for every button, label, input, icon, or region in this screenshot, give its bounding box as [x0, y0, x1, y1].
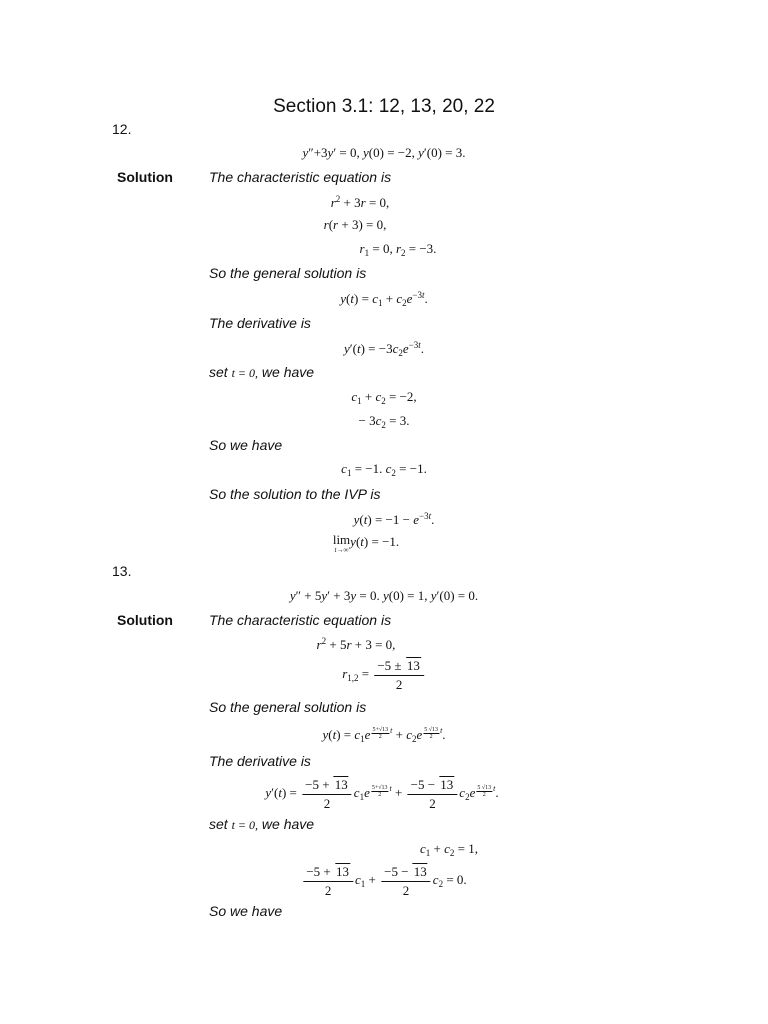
- set-word: set: [209, 816, 228, 832]
- problem-12-eq-limit: lim t→∞ y(t) = −1.: [332, 532, 400, 554]
- problem-13-gen-sol-text: So the general solution is: [209, 699, 367, 715]
- problem-13-eq-system-1: $c_1 + c_2 = 1$,: [420, 841, 478, 858]
- problem-13-derivative-text: The derivative is: [209, 753, 311, 769]
- we-have-word: we have: [261, 364, 315, 380]
- problem-12-so-we-have-text: So we have: [209, 437, 283, 453]
- problem-12-eq-char-2: r(r + 3) = 0,: [323, 217, 387, 232]
- problem-13-eq-system-2: $\frac{-5 + 13}{2}$ $c_1$ + $\frac{-5 - 13}{2}$ $c_2 = 0$.: [301, 863, 466, 899]
- problem-12-set-line: [209, 364, 314, 381]
- problem-12-eq-derivative: $y'(t) = -3c_2e^{-3t}$.: [344, 340, 424, 358]
- problem-12-eq-system-2: − $3c_2 = 3$.: [358, 413, 410, 430]
- problem-13-char-eq-text: The characteristic equation is: [209, 612, 392, 628]
- problem-12-derivative-text: The derivative is: [209, 315, 311, 331]
- problem-12-statement: y″+3y′ = 0, y(0) = −2, y′(0) = 3.: [302, 145, 466, 160]
- problem-13-eq-gen-sol: $y(t) = c_1e$ $\frac{5+√13}{2}$ $^t + c_2e$ $\frac{5 √13}{2}$ $^t$.: [322, 726, 446, 744]
- set-condition: t = 0,: [231, 366, 259, 380]
- problem-13-number: 13.: [112, 563, 132, 579]
- set-word: set: [209, 364, 228, 380]
- problem-12-solution-label: Solution: [117, 169, 173, 185]
- problem-12-eq-roots: $r_1 = 0$, $r_2 = -3$.: [359, 241, 437, 258]
- we-have-word: we have: [261, 816, 315, 832]
- problem-12-gen-sol-text: So the general solution is: [209, 265, 367, 281]
- problem-13-eq-char: $r^2 + 5r + 3 = 0$,: [316, 636, 396, 652]
- problem-12-char-eq-text: The characteristic equation is: [209, 169, 392, 185]
- problem-13-statement: y″ + 5y′ + 3y = 0. y(0) = 1, y′(0) = 0.: [289, 588, 479, 603]
- problem-12-eq-char-1: $r^2 + 3r = 0$,: [330, 194, 390, 210]
- problem-13-set-line: [209, 816, 314, 833]
- problem-12-eq-system-1: $c_1 + c_2 = -2$,: [351, 389, 417, 406]
- problem-12-eq-gen-sol: $y(t) = c_1 + c_2e^{-3t}$.: [340, 290, 428, 308]
- problem-13-solution-label: Solution: [117, 612, 173, 628]
- problem-13-so-we-have-text: So we have: [209, 903, 283, 919]
- problem-12-ivp-text: So the solution to the IVP is: [209, 486, 381, 502]
- problem-12-number: 12.: [112, 121, 132, 137]
- problem-12-eq-ivp: $y(t) = -1 - e^{-3t}$.: [353, 511, 435, 527]
- page-title: Section 3.1: 12, 13, 20, 22: [273, 96, 495, 117]
- problem-12-eq-constants: $c_1 = -1$. $c_2 = -1$.: [341, 461, 427, 478]
- problem-13-eq-derivative: y′(t) = $\frac{-5 + 13}{2}$ $c_1e$ $\frac{5+√13}{2}$ $^t$ + $\frac{-5 - 13}{2}$ $c_2e$ $\frac{5 √13}{2}$ $^t$.: [265, 777, 499, 811]
- set-condition: t = 0,: [231, 818, 259, 832]
- problem-13-eq-roots: $r_{1,2}$ = $\frac{-5 \pm 13}{2}$: [342, 657, 426, 693]
